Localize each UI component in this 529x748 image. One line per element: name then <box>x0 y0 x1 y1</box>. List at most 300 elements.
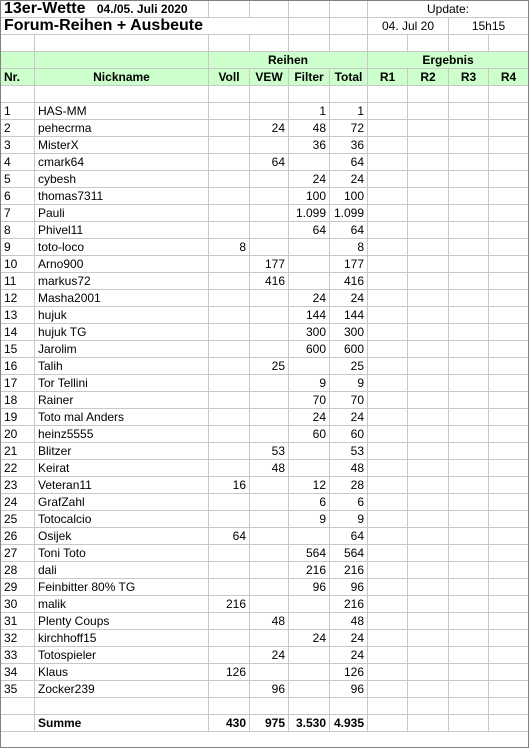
cell[interactable] <box>209 698 250 715</box>
cell-nickname[interactable]: Feinbitter 80% TG <box>35 579 209 596</box>
cell-voll[interactable] <box>209 273 250 290</box>
cell-total[interactable]: 25 <box>330 358 368 375</box>
cell-voll[interactable] <box>209 392 250 409</box>
cell-r4[interactable] <box>489 256 529 273</box>
cell-voll[interactable] <box>209 103 250 120</box>
cell[interactable] <box>330 698 368 715</box>
cell-r2[interactable] <box>408 137 449 154</box>
cell[interactable] <box>449 715 489 732</box>
cell-r1[interactable] <box>368 426 408 443</box>
col-header-vew[interactable]: VEW <box>250 69 289 86</box>
cell-filter[interactable]: 1 <box>289 103 330 120</box>
cell-filter[interactable]: 70 <box>289 392 330 409</box>
cell-r3[interactable] <box>449 443 489 460</box>
cell[interactable] <box>289 86 330 103</box>
cell-r3[interactable] <box>449 256 489 273</box>
cell-filter[interactable] <box>289 239 330 256</box>
col-header-r4[interactable]: R4 <box>489 69 529 86</box>
cell-filter[interactable] <box>289 613 330 630</box>
cell-r3[interactable] <box>449 120 489 137</box>
cell-total[interactable]: 126 <box>330 664 368 681</box>
cell-r2[interactable] <box>408 205 449 222</box>
cell[interactable] <box>1 715 35 732</box>
cell-r3[interactable] <box>449 222 489 239</box>
cell-r3[interactable] <box>449 137 489 154</box>
cell-r4[interactable] <box>489 307 529 324</box>
cell-nickname[interactable]: Klaus <box>35 664 209 681</box>
cell-r1[interactable] <box>368 545 408 562</box>
cell-r4[interactable] <box>489 239 529 256</box>
cell[interactable] <box>368 715 408 732</box>
cell-r1[interactable] <box>368 273 408 290</box>
cell-filter[interactable]: 564 <box>289 545 330 562</box>
cell-nickname[interactable]: Totospieler <box>35 647 209 664</box>
cell-r4[interactable] <box>489 681 529 698</box>
cell-r4[interactable] <box>489 443 529 460</box>
cell-r2[interactable] <box>408 341 449 358</box>
cell-nickname[interactable]: Rainer <box>35 392 209 409</box>
cell-filter[interactable]: 144 <box>289 307 330 324</box>
cell-voll[interactable] <box>209 290 250 307</box>
cell-r2[interactable] <box>408 103 449 120</box>
cell-r1[interactable] <box>368 443 408 460</box>
cell-nr[interactable]: 4 <box>1 154 35 171</box>
cell-r4[interactable] <box>489 409 529 426</box>
cell-vew[interactable] <box>250 324 289 341</box>
cell-r2[interactable] <box>408 579 449 596</box>
cell-r2[interactable] <box>408 511 449 528</box>
cell-voll[interactable] <box>209 341 250 358</box>
cell-r4[interactable] <box>489 613 529 630</box>
cell-r4[interactable] <box>489 375 529 392</box>
cell[interactable] <box>250 698 289 715</box>
update-label-cell[interactable] <box>368 1 529 18</box>
cell-r2[interactable] <box>408 443 449 460</box>
col-header-filter[interactable]: Filter <box>289 69 330 86</box>
cell-filter[interactable] <box>289 358 330 375</box>
cell-nickname[interactable]: Jarolim <box>35 341 209 358</box>
cell-nr[interactable]: 29 <box>1 579 35 596</box>
cell-nr[interactable]: 26 <box>1 528 35 545</box>
cell[interactable] <box>408 698 449 715</box>
cell-r3[interactable] <box>449 562 489 579</box>
cell[interactable] <box>289 35 330 52</box>
cell-filter[interactable] <box>289 647 330 664</box>
cell-r1[interactable] <box>368 120 408 137</box>
cell-nickname[interactable]: thomas7311 <box>35 188 209 205</box>
cell-r1[interactable] <box>368 307 408 324</box>
cell-r3[interactable] <box>449 664 489 681</box>
cell-total[interactable]: 24 <box>330 630 368 647</box>
cell-vew[interactable]: 48 <box>250 460 289 477</box>
cell-r1[interactable] <box>368 375 408 392</box>
cell-nr[interactable]: 7 <box>1 205 35 222</box>
cell-total[interactable]: 100 <box>330 188 368 205</box>
cell[interactable] <box>408 86 449 103</box>
cell-filter[interactable]: 9 <box>289 375 330 392</box>
cell-nickname[interactable]: Blitzer <box>35 443 209 460</box>
cell-r3[interactable] <box>449 392 489 409</box>
cell-r3[interactable] <box>449 511 489 528</box>
cell-r2[interactable] <box>408 409 449 426</box>
cell-r2[interactable] <box>408 222 449 239</box>
cell-nickname[interactable]: Arno900 <box>35 256 209 273</box>
cell-nr[interactable]: 14 <box>1 324 35 341</box>
cell-voll[interactable]: 16 <box>209 477 250 494</box>
cell-filter[interactable]: 12 <box>289 477 330 494</box>
cell-r2[interactable] <box>408 239 449 256</box>
cell-voll[interactable] <box>209 120 250 137</box>
cell-total[interactable]: 300 <box>330 324 368 341</box>
cell-r2[interactable] <box>408 375 449 392</box>
cell-voll[interactable] <box>209 137 250 154</box>
cell-r4[interactable] <box>489 358 529 375</box>
cell-vew[interactable] <box>250 579 289 596</box>
cell-r3[interactable] <box>449 290 489 307</box>
cell-nickname[interactable]: Plenty Coups <box>35 613 209 630</box>
cell-total[interactable]: 72 <box>330 120 368 137</box>
cell-nr[interactable]: 1 <box>1 103 35 120</box>
cell-total[interactable]: 177 <box>330 256 368 273</box>
cell[interactable] <box>289 18 330 35</box>
col-header-r1[interactable]: R1 <box>368 69 408 86</box>
cell-r1[interactable] <box>368 562 408 579</box>
cell-filter[interactable] <box>289 256 330 273</box>
cell-nickname[interactable]: Tor Tellini <box>35 375 209 392</box>
cell-total[interactable]: 6 <box>330 494 368 511</box>
cell[interactable] <box>489 715 529 732</box>
cell-voll[interactable] <box>209 171 250 188</box>
cell-r1[interactable] <box>368 341 408 358</box>
cell-vew[interactable] <box>250 426 289 443</box>
summary-vew[interactable]: 975 <box>250 715 289 732</box>
cell[interactable] <box>209 86 250 103</box>
cell-nr[interactable]: 3 <box>1 137 35 154</box>
cell-voll[interactable] <box>209 409 250 426</box>
cell-voll[interactable] <box>209 154 250 171</box>
cell-r1[interactable] <box>368 596 408 613</box>
cell[interactable] <box>1 86 35 103</box>
cell-r3[interactable] <box>449 273 489 290</box>
cell-filter[interactable]: 1.099 <box>289 205 330 222</box>
cell-nr[interactable]: 35 <box>1 681 35 698</box>
cell-r4[interactable] <box>489 426 529 443</box>
cell-nr[interactable]: 19 <box>1 409 35 426</box>
cell-voll[interactable]: 8 <box>209 239 250 256</box>
cell-r3[interactable] <box>449 358 489 375</box>
cell[interactable] <box>289 698 330 715</box>
cell[interactable] <box>35 52 209 69</box>
cell-total[interactable]: 9 <box>330 511 368 528</box>
cell-r4[interactable] <box>489 154 529 171</box>
cell-total[interactable]: 70 <box>330 392 368 409</box>
cell-r1[interactable] <box>368 630 408 647</box>
cell-r3[interactable] <box>449 239 489 256</box>
title-cell[interactable] <box>1 1 209 18</box>
cell-r1[interactable] <box>368 613 408 630</box>
cell-total[interactable]: 64 <box>330 528 368 545</box>
cell[interactable] <box>368 698 408 715</box>
cell-r2[interactable] <box>408 426 449 443</box>
cell-nr[interactable]: 17 <box>1 375 35 392</box>
cell-total[interactable]: 28 <box>330 477 368 494</box>
cell-vew[interactable] <box>250 562 289 579</box>
cell-r1[interactable] <box>368 188 408 205</box>
cell-voll[interactable] <box>209 222 250 239</box>
cell-r1[interactable] <box>368 579 408 596</box>
cell[interactable] <box>489 86 529 103</box>
cell-r4[interactable] <box>489 647 529 664</box>
cell-voll[interactable] <box>209 460 250 477</box>
cell-total[interactable]: 96 <box>330 681 368 698</box>
cell-total[interactable]: 53 <box>330 443 368 460</box>
cell-filter[interactable]: 9 <box>289 511 330 528</box>
cell[interactable] <box>449 86 489 103</box>
cell[interactable] <box>368 35 408 52</box>
cell[interactable] <box>35 35 209 52</box>
cell-total[interactable]: 216 <box>330 596 368 613</box>
cell-voll[interactable] <box>209 494 250 511</box>
cell-total[interactable]: 64 <box>330 154 368 171</box>
cell-r1[interactable] <box>368 460 408 477</box>
cell-voll[interactable]: 216 <box>209 596 250 613</box>
cell-nr[interactable]: 33 <box>1 647 35 664</box>
cell-r3[interactable] <box>449 409 489 426</box>
cell-r1[interactable] <box>368 103 408 120</box>
cell-r4[interactable] <box>489 341 529 358</box>
col-header-r3[interactable]: R3 <box>449 69 489 86</box>
cell-r3[interactable] <box>449 545 489 562</box>
cell-r2[interactable] <box>408 477 449 494</box>
cell[interactable] <box>368 86 408 103</box>
cell-nickname[interactable]: hujuk <box>35 307 209 324</box>
cell-r1[interactable] <box>368 358 408 375</box>
cell-total[interactable]: 8 <box>330 239 368 256</box>
cell-r1[interactable] <box>368 494 408 511</box>
cell-r4[interactable] <box>489 596 529 613</box>
cell-nickname[interactable]: pehecrma <box>35 120 209 137</box>
cell-r1[interactable] <box>368 409 408 426</box>
cell-voll[interactable] <box>209 324 250 341</box>
cell-nickname[interactable]: GrafZahl <box>35 494 209 511</box>
cell-voll[interactable] <box>209 613 250 630</box>
cell-r2[interactable] <box>408 494 449 511</box>
cell[interactable] <box>209 35 250 52</box>
cell-r2[interactable] <box>408 120 449 137</box>
cell-vew[interactable]: 24 <box>250 647 289 664</box>
cell-r2[interactable] <box>408 681 449 698</box>
cell-r4[interactable] <box>489 562 529 579</box>
cell-r4[interactable] <box>489 188 529 205</box>
cell-vew[interactable] <box>250 664 289 681</box>
cell-nickname[interactable]: cybesh <box>35 171 209 188</box>
cell-filter[interactable]: 216 <box>289 562 330 579</box>
cell-nickname[interactable]: Veteran11 <box>35 477 209 494</box>
cell-r1[interactable] <box>368 528 408 545</box>
cell-r3[interactable] <box>449 579 489 596</box>
cell-r2[interactable] <box>408 562 449 579</box>
cell-filter[interactable] <box>289 273 330 290</box>
cell-vew[interactable] <box>250 222 289 239</box>
cell-nr[interactable]: 27 <box>1 545 35 562</box>
cell[interactable] <box>289 1 330 18</box>
cell-nr[interactable]: 24 <box>1 494 35 511</box>
cell-nickname[interactable]: malik <box>35 596 209 613</box>
cell-nr[interactable]: 10 <box>1 256 35 273</box>
cell-filter[interactable]: 48 <box>289 120 330 137</box>
cell-nr[interactable]: 34 <box>1 664 35 681</box>
cell-r3[interactable] <box>449 647 489 664</box>
cell-vew[interactable]: 48 <box>250 613 289 630</box>
cell-vew[interactable] <box>250 477 289 494</box>
cell-voll[interactable]: 126 <box>209 664 250 681</box>
cell-nr[interactable]: 21 <box>1 443 35 460</box>
cell-filter[interactable] <box>289 681 330 698</box>
cell-nr[interactable]: 8 <box>1 222 35 239</box>
cell-r2[interactable] <box>408 596 449 613</box>
cell-r2[interactable] <box>408 171 449 188</box>
cell[interactable] <box>489 698 529 715</box>
cell-nickname[interactable]: Osijek <box>35 528 209 545</box>
cell[interactable] <box>330 1 368 18</box>
cell-voll[interactable] <box>209 358 250 375</box>
cell-nickname[interactable]: cmark64 <box>35 154 209 171</box>
cell-nr[interactable]: 22 <box>1 460 35 477</box>
cell-r4[interactable] <box>489 205 529 222</box>
cell-nr[interactable]: 32 <box>1 630 35 647</box>
cell-r1[interactable] <box>368 681 408 698</box>
cell-nickname[interactable]: Toni Toto <box>35 545 209 562</box>
cell-vew[interactable] <box>250 630 289 647</box>
cell-r2[interactable] <box>408 630 449 647</box>
cell[interactable] <box>250 35 289 52</box>
cell[interactable] <box>408 35 449 52</box>
cell-r4[interactable] <box>489 290 529 307</box>
cell-vew[interactable]: 64 <box>250 154 289 171</box>
col-header-nickname[interactable]: Nickname <box>35 69 209 86</box>
cell-voll[interactable] <box>209 205 250 222</box>
cell-r3[interactable] <box>449 307 489 324</box>
cell-r1[interactable] <box>368 256 408 273</box>
cell-r2[interactable] <box>408 392 449 409</box>
cell-total[interactable]: 564 <box>330 545 368 562</box>
cell-r1[interactable] <box>368 222 408 239</box>
cell-r4[interactable] <box>489 528 529 545</box>
cell-total[interactable]: 600 <box>330 341 368 358</box>
cell-voll[interactable] <box>209 579 250 596</box>
col-header-r2[interactable]: R2 <box>408 69 449 86</box>
cell-filter[interactable]: 24 <box>289 630 330 647</box>
cell-r4[interactable] <box>489 137 529 154</box>
cell-r3[interactable] <box>449 426 489 443</box>
cell-r2[interactable] <box>408 545 449 562</box>
cell-r3[interactable] <box>449 630 489 647</box>
cell-r4[interactable] <box>489 222 529 239</box>
cell-r3[interactable] <box>449 596 489 613</box>
cell[interactable] <box>1 698 35 715</box>
cell-r4[interactable] <box>489 664 529 681</box>
cell-filter[interactable] <box>289 460 330 477</box>
cell-r4[interactable] <box>489 392 529 409</box>
cell-vew[interactable] <box>250 392 289 409</box>
col-header-total[interactable]: Total <box>330 69 368 86</box>
cell-voll[interactable] <box>209 443 250 460</box>
cell[interactable] <box>330 18 368 35</box>
cell-total[interactable]: 144 <box>330 307 368 324</box>
cell-nr[interactable]: 12 <box>1 290 35 307</box>
cell-r4[interactable] <box>489 171 529 188</box>
cell-vew[interactable]: 416 <box>250 273 289 290</box>
cell-voll[interactable] <box>209 681 250 698</box>
cell[interactable] <box>35 698 209 715</box>
cell-vew[interactable] <box>250 545 289 562</box>
cell-nr[interactable]: 2 <box>1 120 35 137</box>
cell-r1[interactable] <box>368 205 408 222</box>
cell-r2[interactable] <box>408 290 449 307</box>
cell-total[interactable]: 416 <box>330 273 368 290</box>
cell-vew[interactable]: 53 <box>250 443 289 460</box>
cell-filter[interactable]: 100 <box>289 188 330 205</box>
cell-r3[interactable] <box>449 205 489 222</box>
cell-r2[interactable] <box>408 324 449 341</box>
cell-vew[interactable]: 96 <box>250 681 289 698</box>
cell-voll[interactable] <box>209 545 250 562</box>
cell-r3[interactable] <box>449 341 489 358</box>
cell-nr[interactable]: 13 <box>1 307 35 324</box>
cell-voll[interactable] <box>209 630 250 647</box>
cell-r3[interactable] <box>449 528 489 545</box>
cell-r3[interactable] <box>449 477 489 494</box>
cell-total[interactable]: 1 <box>330 103 368 120</box>
cell-r3[interactable] <box>449 103 489 120</box>
cell[interactable] <box>449 35 489 52</box>
cell-total[interactable]: 36 <box>330 137 368 154</box>
cell-nickname[interactable]: MisterX <box>35 137 209 154</box>
cell-total[interactable]: 96 <box>330 579 368 596</box>
cell-voll[interactable] <box>209 256 250 273</box>
cell-nr[interactable]: 23 <box>1 477 35 494</box>
cell-nr[interactable]: 31 <box>1 613 35 630</box>
cell-filter[interactable] <box>289 596 330 613</box>
cell-nickname[interactable]: dali <box>35 562 209 579</box>
cell-r2[interactable] <box>408 154 449 171</box>
cell[interactable] <box>408 715 449 732</box>
cell-vew[interactable] <box>250 511 289 528</box>
cell-r3[interactable] <box>449 494 489 511</box>
cell-vew[interactable] <box>250 171 289 188</box>
cell-nr[interactable]: 16 <box>1 358 35 375</box>
cell-r2[interactable] <box>408 273 449 290</box>
cell-total[interactable]: 48 <box>330 460 368 477</box>
cell-total[interactable]: 24 <box>330 409 368 426</box>
cell[interactable] <box>1 35 35 52</box>
summary-total[interactable]: 4.935 <box>330 715 368 732</box>
cell-r4[interactable] <box>489 460 529 477</box>
cell-total[interactable]: 64 <box>330 222 368 239</box>
cell-r1[interactable] <box>368 324 408 341</box>
cell-vew[interactable] <box>250 188 289 205</box>
cell-total[interactable]: 216 <box>330 562 368 579</box>
summary-label[interactable]: Summe <box>35 715 209 732</box>
cell-r3[interactable] <box>449 324 489 341</box>
cell-r4[interactable] <box>489 545 529 562</box>
cell-total[interactable]: 24 <box>330 647 368 664</box>
cell-r4[interactable] <box>489 511 529 528</box>
cell-filter[interactable]: 96 <box>289 579 330 596</box>
cell-nickname[interactable]: heinz5555 <box>35 426 209 443</box>
cell-total[interactable]: 60 <box>330 426 368 443</box>
cell-nr[interactable]: 30 <box>1 596 35 613</box>
